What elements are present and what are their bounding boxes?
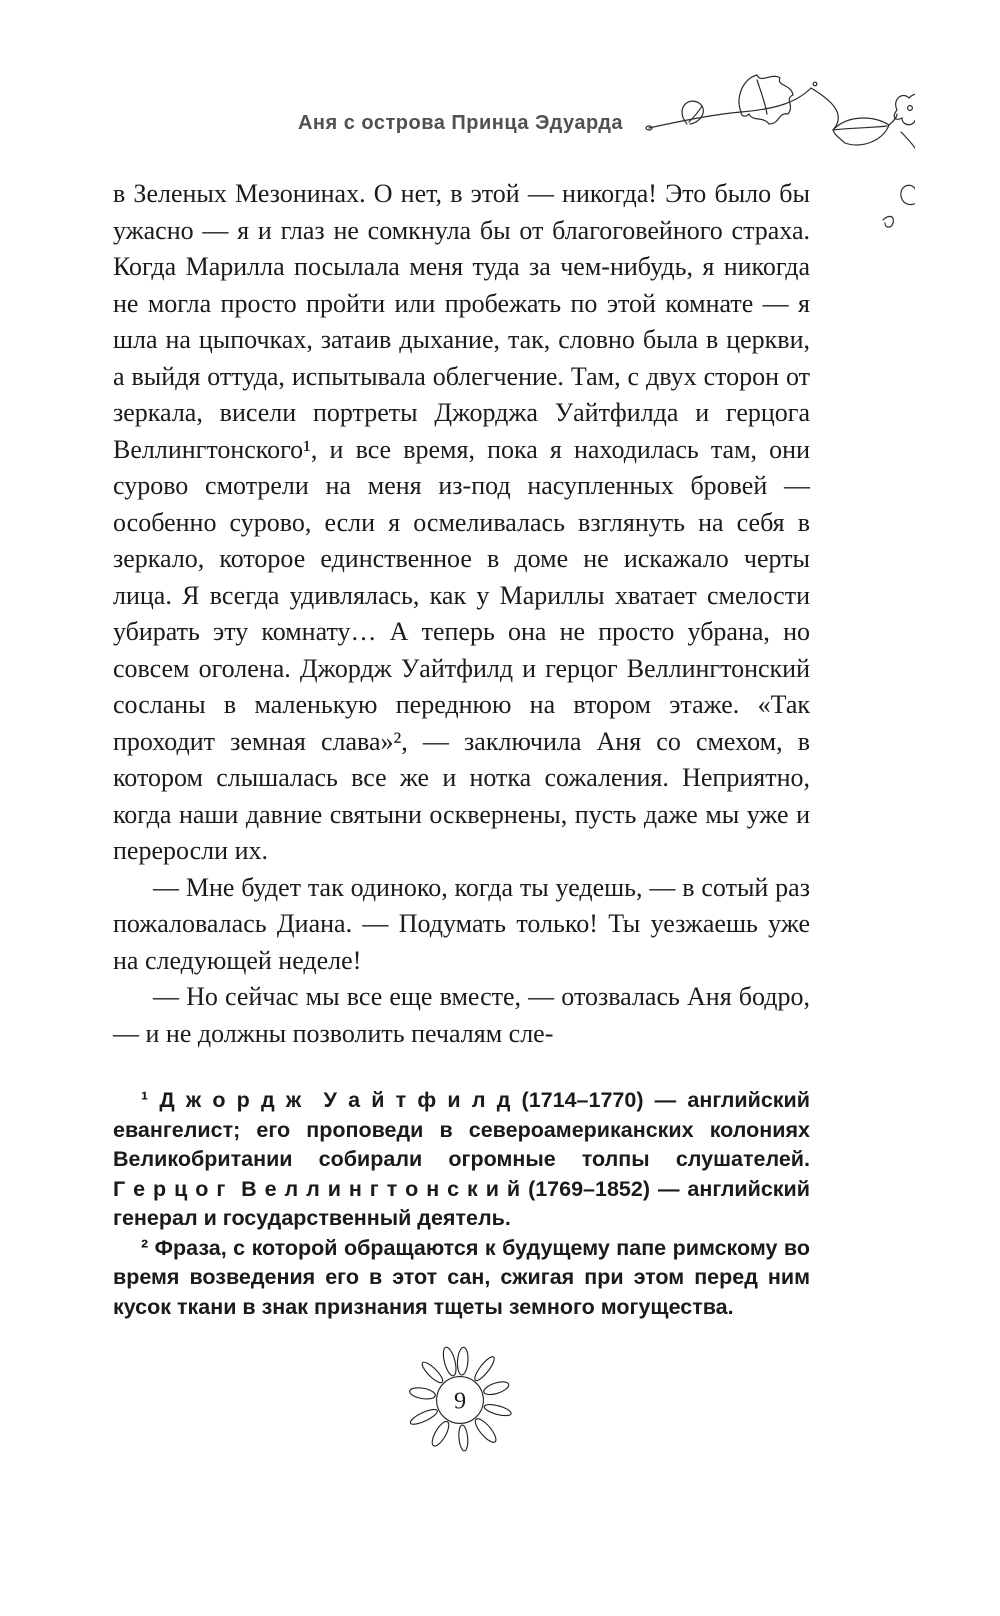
footnote-1: ¹ Д ж о р д ж У а й т ф и л д (1714–1770) — английский евангелист; его проповеди в североамериканских колониях Великобритании собирали огромные толпы слушателей. Г е р ц о г В е л л и н г т о н с к и й (1769–1852) — английский генерал и государственный деятель. <box>113 1088 810 1230</box>
page-number-ornament <box>395 1335 525 1465</box>
page-number: 9 <box>453 1387 467 1415</box>
running-head: Аня с острова Принца Эдуарда <box>297 112 624 134</box>
footnote-2: ² Фраза, с которой обращаются к будущему папе римскому во время возведения его в этот сан, сжигая при этом перед ним кусок ткани в знак признания тщеты земного могущества. <box>113 1235 810 1319</box>
body-text <box>113 176 810 1052</box>
paragraph-dialogue-anya: — Но сейчас мы все еще вместе, — отозвалась Аня бодро, — и не должны позволить печалям сле- <box>113 982 810 1048</box>
footnotes-block <box>113 1086 810 1322</box>
paragraph-continuation: в Зеленых Мезонинах. О нет, в этой — никогда! Это было бы ужасно — я и глаз не сомкнула бы от благоговейного страха. Когда Марилла посылала меня туда за чем-нибудь, я никогда не могла просто пройти или пробежать по этой комнате — я шла на цыпочках, затаив дыхание, так, словно была в церкви, а выйдя оттуда, испытывала облегчение. Там, с двух сторон от зеркала, висели портреты Джорджа Уайтфилда и герцога Веллингтонского¹, и все время, пока я находилась там, они сурово смотрели на меня из-под насупленных бровей — особенно сурово, если я осмеливалась взглянуть на себя в зеркало, которое единственное в доме не искажало черты лица. Я всегда удивлялась, как у Мариллы хватает смелости убирать эту комнату… А теперь она не просто убрана, но совсем оголена. Джордж Уайтфилд и герцог Веллингтонский сосланы в маленькую переднюю на втором этаже. «Так проходит земная слава»², — заключила Аня со смехом, в котором слышалась все же и нотка сожаления. Неприятно, когда наши давние святыни осквернены, пусть даже мы уже и переросли их. <box>113 179 810 865</box>
paragraph-dialogue-diana: — Мне будет так одиноко, когда ты уедешь, — в сотый раз пожаловалась Диана. — Подумать только! Ты уезжаешь уже на следующей неделе! <box>113 872 810 975</box>
